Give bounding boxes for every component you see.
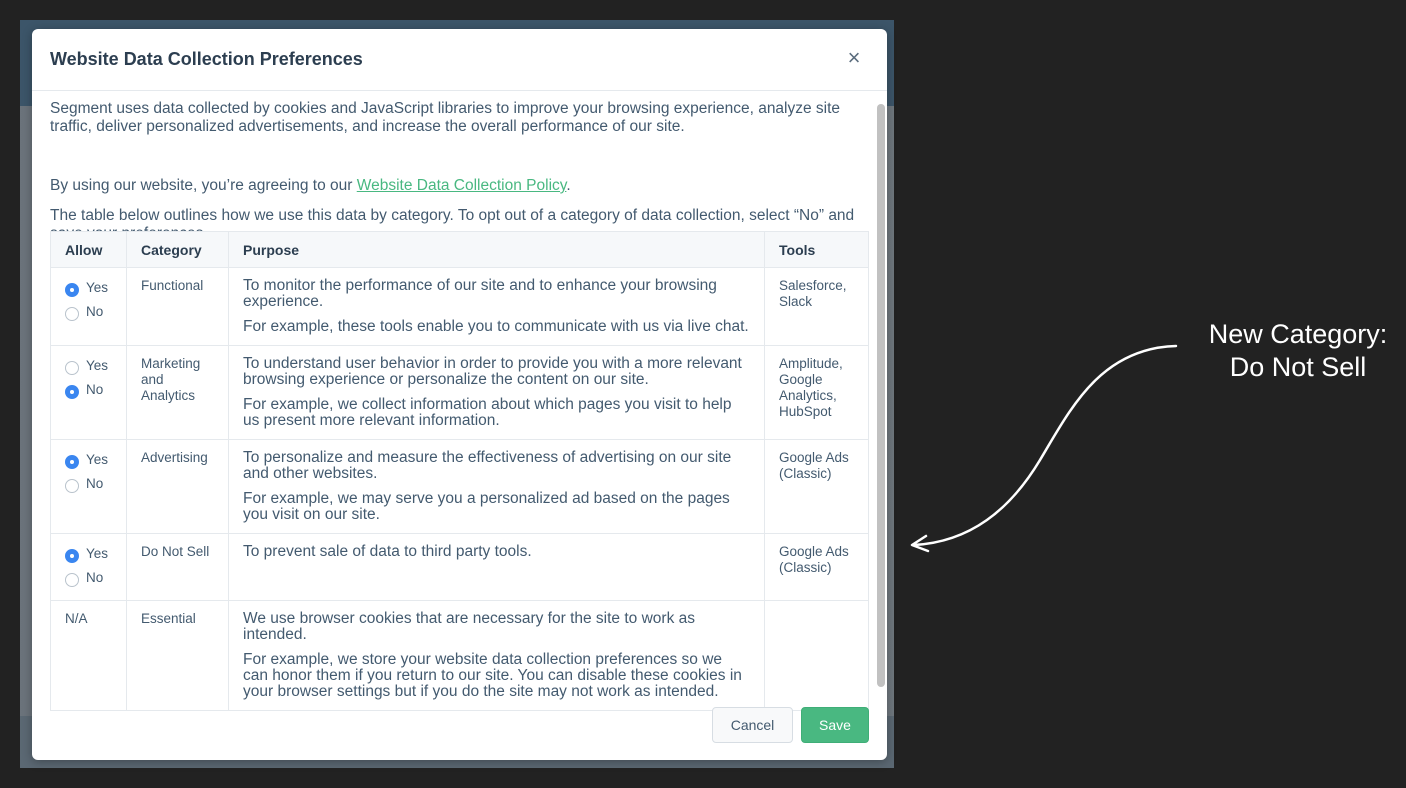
radio-yes-circle[interactable] bbox=[65, 361, 79, 375]
tools-cell bbox=[765, 346, 869, 440]
annotation-line-2: Do Not Sell bbox=[1229, 352, 1367, 382]
table-row bbox=[51, 268, 869, 346]
radio-no-functional[interactable] bbox=[65, 300, 112, 324]
purpose-text: We use browser cookies that are necessary for the site to work as intended. bbox=[243, 610, 695, 643]
purpose-text: To monitor the performance of our site and to enhance your browsing experience. bbox=[243, 277, 717, 310]
radio-yes-label: Yes bbox=[86, 452, 109, 467]
radio-yes-advertising[interactable] bbox=[65, 448, 112, 472]
category-cell bbox=[127, 268, 229, 346]
agreement-prefix: By using our website, you’re agreeing to our bbox=[50, 177, 357, 194]
radio-yes-label: Yes bbox=[86, 280, 109, 295]
radio-no-circle[interactable] bbox=[65, 385, 79, 399]
allow-cell bbox=[51, 346, 127, 440]
tools-cell bbox=[765, 534, 869, 601]
table-row bbox=[51, 440, 869, 534]
category-label: Marketing and Analytics bbox=[141, 356, 201, 403]
tools-text: Salesforce, Slack bbox=[779, 278, 847, 309]
purpose-text: To understand user behavior in order to provide you with a more relevant browsing experience or personalize the content on our site. bbox=[243, 355, 742, 388]
category-label: Functional bbox=[141, 278, 204, 293]
radio-no-marketing[interactable] bbox=[65, 378, 112, 402]
radio-yes-do-not-sell[interactable] bbox=[65, 542, 112, 566]
purpose-example: For example, we store your website data collection preferences so we can honor them if you return to our site. You can disable these cookies in your browser settings but if you do the site may not work as intended. bbox=[243, 651, 742, 700]
annotation-callout bbox=[1190, 318, 1406, 384]
tools-text: Google Ads (Classic) bbox=[779, 450, 849, 481]
radio-yes-marketing[interactable] bbox=[65, 354, 112, 378]
category-label: Advertising bbox=[141, 450, 208, 465]
allow-cell bbox=[51, 440, 127, 534]
category-label: Essential bbox=[141, 611, 196, 626]
purpose-cell bbox=[229, 268, 765, 346]
table-header-row bbox=[51, 232, 869, 268]
tools-cell bbox=[765, 268, 869, 346]
radio-no-label: No bbox=[86, 476, 104, 491]
tools-text: Amplitude, Google Analytics, HubSpot bbox=[779, 356, 843, 419]
radio-no-label: No bbox=[86, 382, 104, 397]
purpose-text: To prevent sale of data to third party tools. bbox=[243, 543, 532, 560]
radio-yes-label: Yes bbox=[86, 358, 109, 373]
purpose-cell bbox=[229, 534, 765, 601]
cancel-button[interactable]: Cancel bbox=[712, 707, 793, 743]
radio-yes-circle[interactable] bbox=[65, 455, 79, 469]
close-icon[interactable]: × bbox=[847, 45, 861, 70]
preferences-table bbox=[50, 231, 869, 711]
radio-yes-circle[interactable] bbox=[65, 283, 79, 297]
category-cell bbox=[127, 534, 229, 601]
intro-text: Segment uses data collected by cookies and JavaScript libraries to improve your browsing experience, analyze site traffic, deliver personalized advertisements, and increase the overall performance of our site. bbox=[50, 100, 841, 135]
tools-text bbox=[779, 601, 854, 621]
allow-na: N/A bbox=[65, 611, 88, 626]
radio-yes-label: Yes bbox=[86, 546, 109, 561]
category-cell bbox=[127, 346, 229, 440]
dialog-scrollbar[interactable] bbox=[877, 104, 885, 687]
allow-cell bbox=[51, 534, 127, 601]
header-allow: Allow bbox=[51, 232, 127, 268]
purpose-example: For example, these tools enable you to communicate with us via live chat. bbox=[243, 318, 749, 335]
header-tools: Tools bbox=[765, 232, 869, 268]
dialog-footer bbox=[32, 691, 887, 760]
scrollbar-thumb[interactable] bbox=[877, 104, 885, 687]
purpose-cell bbox=[229, 346, 765, 440]
radio-no-circle[interactable] bbox=[65, 307, 79, 321]
preferences-dialog bbox=[32, 29, 887, 760]
dialog-header bbox=[32, 29, 887, 91]
table-row bbox=[51, 534, 869, 601]
radio-yes-circle[interactable] bbox=[65, 549, 79, 563]
tools-text: Google Ads (Classic) bbox=[779, 544, 849, 575]
radio-no-label: No bbox=[86, 570, 104, 585]
policy-link[interactable]: Website Data Collection Policy bbox=[356, 177, 567, 194]
purpose-example: For example, we may serve you a personalized ad based on the pages you visit on our site. bbox=[243, 490, 730, 523]
agreement-suffix: . bbox=[566, 177, 571, 194]
tools-cell bbox=[765, 440, 869, 534]
header-purpose: Purpose bbox=[229, 232, 765, 268]
dialog-title: Website Data Collection Preferences bbox=[50, 49, 363, 69]
annotation-line-1: New Category: bbox=[1208, 319, 1388, 349]
radio-no-label: No bbox=[86, 304, 104, 319]
radio-yes-functional[interactable] bbox=[65, 276, 112, 300]
purpose-cell bbox=[229, 440, 765, 534]
radio-no-advertising[interactable] bbox=[65, 472, 112, 496]
radio-no-circle[interactable] bbox=[65, 479, 79, 493]
dialog-body bbox=[50, 91, 872, 700]
category-cell bbox=[127, 440, 229, 534]
radio-no-do-not-sell[interactable] bbox=[65, 566, 112, 590]
header-category: Category bbox=[127, 232, 229, 268]
purpose-example: For example, we collect information about which pages you visit to help us present more relevant information. bbox=[243, 396, 732, 429]
radio-no-circle[interactable] bbox=[65, 573, 79, 587]
category-label: Do Not Sell bbox=[141, 544, 210, 559]
table-intro-text: The table below outlines how we use this data by category. To opt out of a category of data collection, select “No” and bbox=[50, 207, 855, 224]
save-button[interactable]: Save bbox=[801, 707, 869, 743]
allow-cell bbox=[51, 268, 127, 346]
purpose-text: To personalize and measure the effectiveness of advertising on our site and other websites. bbox=[243, 449, 732, 482]
table-row bbox=[51, 346, 869, 440]
agreement-text bbox=[50, 177, 571, 195]
annotation-arrow-icon bbox=[900, 330, 1200, 570]
